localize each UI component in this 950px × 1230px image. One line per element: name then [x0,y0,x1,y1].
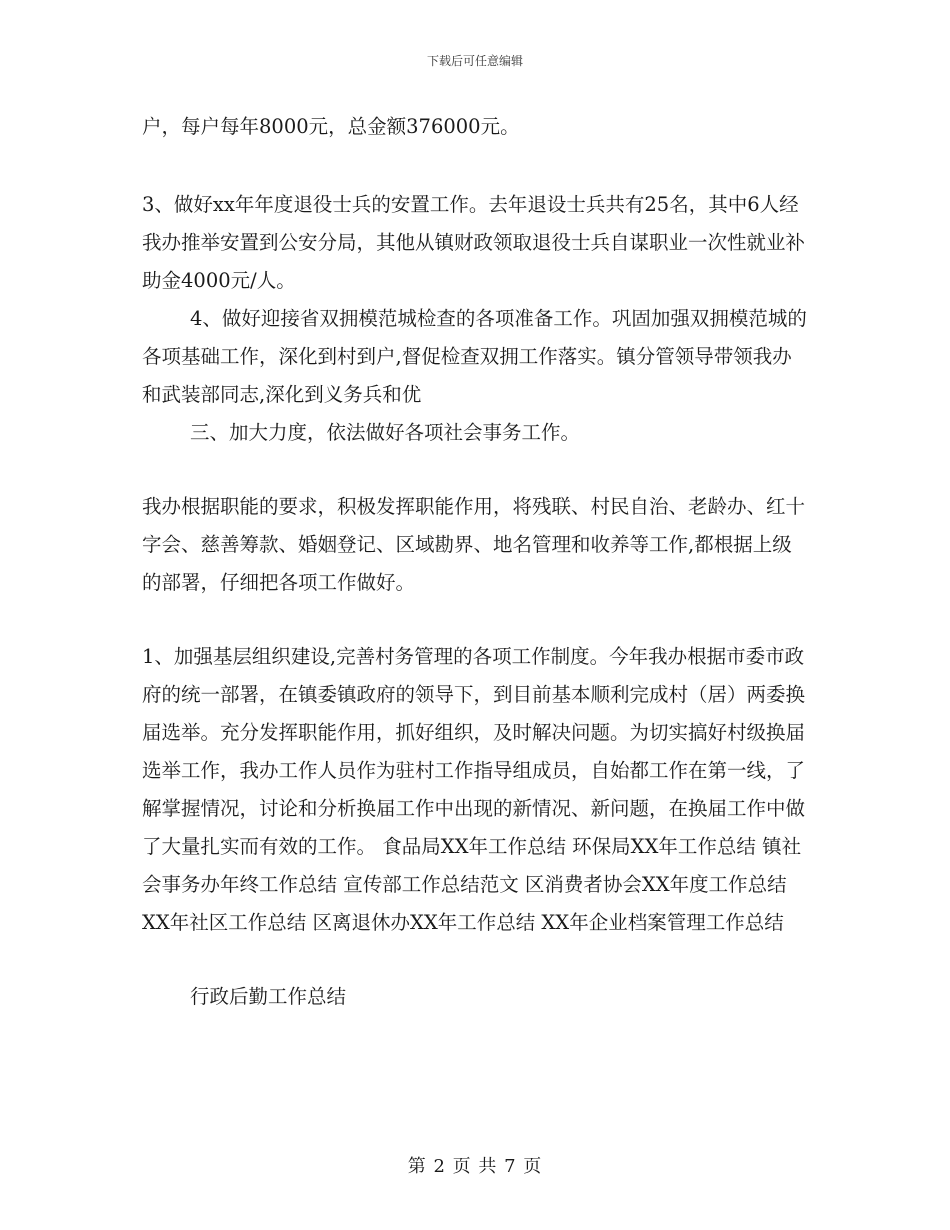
document-body [142,108,807,1016]
page-number: 第 2 页 共 7 页 [407,1156,543,1177]
paragraph-5: 1、加强基层组织建设,完善村务管理的各项工作制度。今年我办根据市委市政府的统一部署，在镇委镇政府的领导下，到目前基本顺利完成村（居）两委换届选举。充分发挥职能作用，抓好组织，及时解决问题。为切实搞好村级换届选举工作，我办工作人员作为驻村工作指导组成员，自始都工作在第一线，了解掌握情况，讨论和分析换届工作中出现的新情况、新问题，在换届工作中做了大量扎实而有效的工作。 食品局XX年工作总结 环保局XX年工作总结 镇社会事务办年终工作总结 宣传部工作总结范文 区消费者协会XX年度工作总结 XX年社区工作总结 区离退休办XX年工作总结 XX年企业档案管理工作总结 [142,645,806,934]
paragraph-4: 我办根据职能的要求，积极发挥职能作用，将残联、村民自治、老龄办、红十字会、慈善筹款、婚姻登记、区域勘界、地名管理和收养等工作,都根据上级的部署，仔细把各项工作做好。 [142,495,806,594]
paragraph-3: 4、做好迎接省双拥模范城检查的各项准备工作。巩固加强双拥模范城的各项基础工作，深化到村到户,督促检查双拥工作落实。镇分管领导带领我办和武装部同志,深化到义务兵和优 [142,307,807,406]
section-heading: 三、加大力度，依法做好各项社会事务工作。 [190,421,581,444]
paragraph-1: 户，每户每年8000元，总金额376000元。 [142,115,520,138]
page-header: 下载后可任意编辑 [426,54,523,68]
paragraph-2: 3、做好xx年年度退役士兵的安置工作。去年退设士兵共有25名，其中6人经我办推举安置到公安分局，其他从镇财政领取退役士兵自谋职业一次性就业补助金4000元/人。 [142,193,806,292]
document-title-next: 行政后勤工作总结 [190,985,347,1008]
